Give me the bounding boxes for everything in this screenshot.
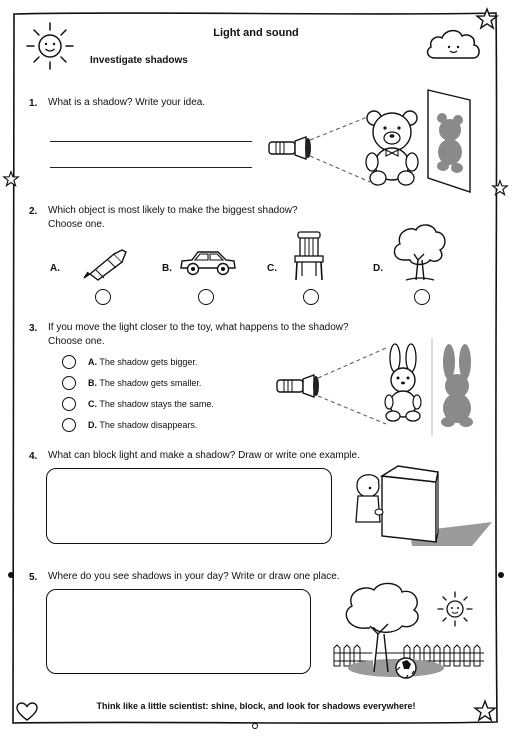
q1-answer-line-2[interactable] [50,167,252,168]
q3-option-d-radio[interactable] [62,418,76,432]
dot-decoration [250,721,260,731]
page-subtitle: Investigate shadows [90,55,188,66]
footer-message: Think like a little scientist: shine, block, and look for shadows everywhere! [96,701,416,711]
teddy-bear-icon [360,108,424,186]
crayon-icon [82,248,128,280]
q2-text-line2: Choose one. [48,219,105,230]
bunny-icon [380,344,426,422]
q3-option-b: B. The shadow gets smaller. [88,378,202,388]
q2-option-a-radio[interactable] [95,289,111,305]
flashlight-icon [268,136,316,160]
q3-option-c-radio[interactable] [62,397,76,411]
q1-number: 1. [29,98,38,109]
page-title: Light and sound [213,27,299,39]
star-icon [492,180,508,196]
q5-number: 5. [29,572,38,583]
q3-option-a: A. The shadow gets bigger. [88,357,198,367]
q3-option-c: C. The shadow stays the same. [88,399,214,409]
star-icon [3,171,19,187]
q4-number: 4. [29,451,38,462]
q2-option-c-radio[interactable] [303,289,319,305]
q3-option-b-radio[interactable] [62,376,76,390]
q3-text-line1: If you move the light closer to the toy, what happens to the shadow? [48,322,349,333]
q3-option-a-radio[interactable] [62,355,76,369]
q2-option-d-radio[interactable] [414,289,430,305]
dot-decoration [6,570,16,580]
tree-icon [390,220,450,282]
chair-icon [292,230,326,282]
q2-text-line1: Which object is most likely to make the biggest shadow? [48,205,298,216]
car-icon [178,248,238,278]
dot-decoration [496,570,506,580]
q4-text: What can block light and make a shadow? Draw or write one example. [48,450,360,461]
q3-number: 3. [29,323,38,334]
bunny-shadow [430,336,482,440]
q2-option-d-letter: D. [373,263,383,274]
q3-text-line2: Choose one. [48,336,105,347]
q1-answer-line-1[interactable] [50,141,252,142]
q2-option-b-radio[interactable] [198,289,214,305]
q1-text: What is a shadow? Write your idea. [48,97,206,108]
park-scene [334,582,488,682]
q2-option-a-letter: A. [50,263,60,274]
q2-option-b-letter: B. [162,263,172,274]
cloud-icon [423,24,483,62]
q5-text: Where do you see shadows in your day? Write or draw one place. [48,571,340,582]
q2-option-c-letter: C. [267,263,277,274]
q5-answer-box[interactable] [46,589,311,674]
box-shadow-illustration [352,462,492,548]
flashlight-icon [276,374,324,398]
q3-option-d: D. The shadow disappears. [88,420,198,430]
q2-number: 2. [29,206,38,217]
shadow-screen [426,88,474,196]
q4-answer-box[interactable] [46,468,332,544]
